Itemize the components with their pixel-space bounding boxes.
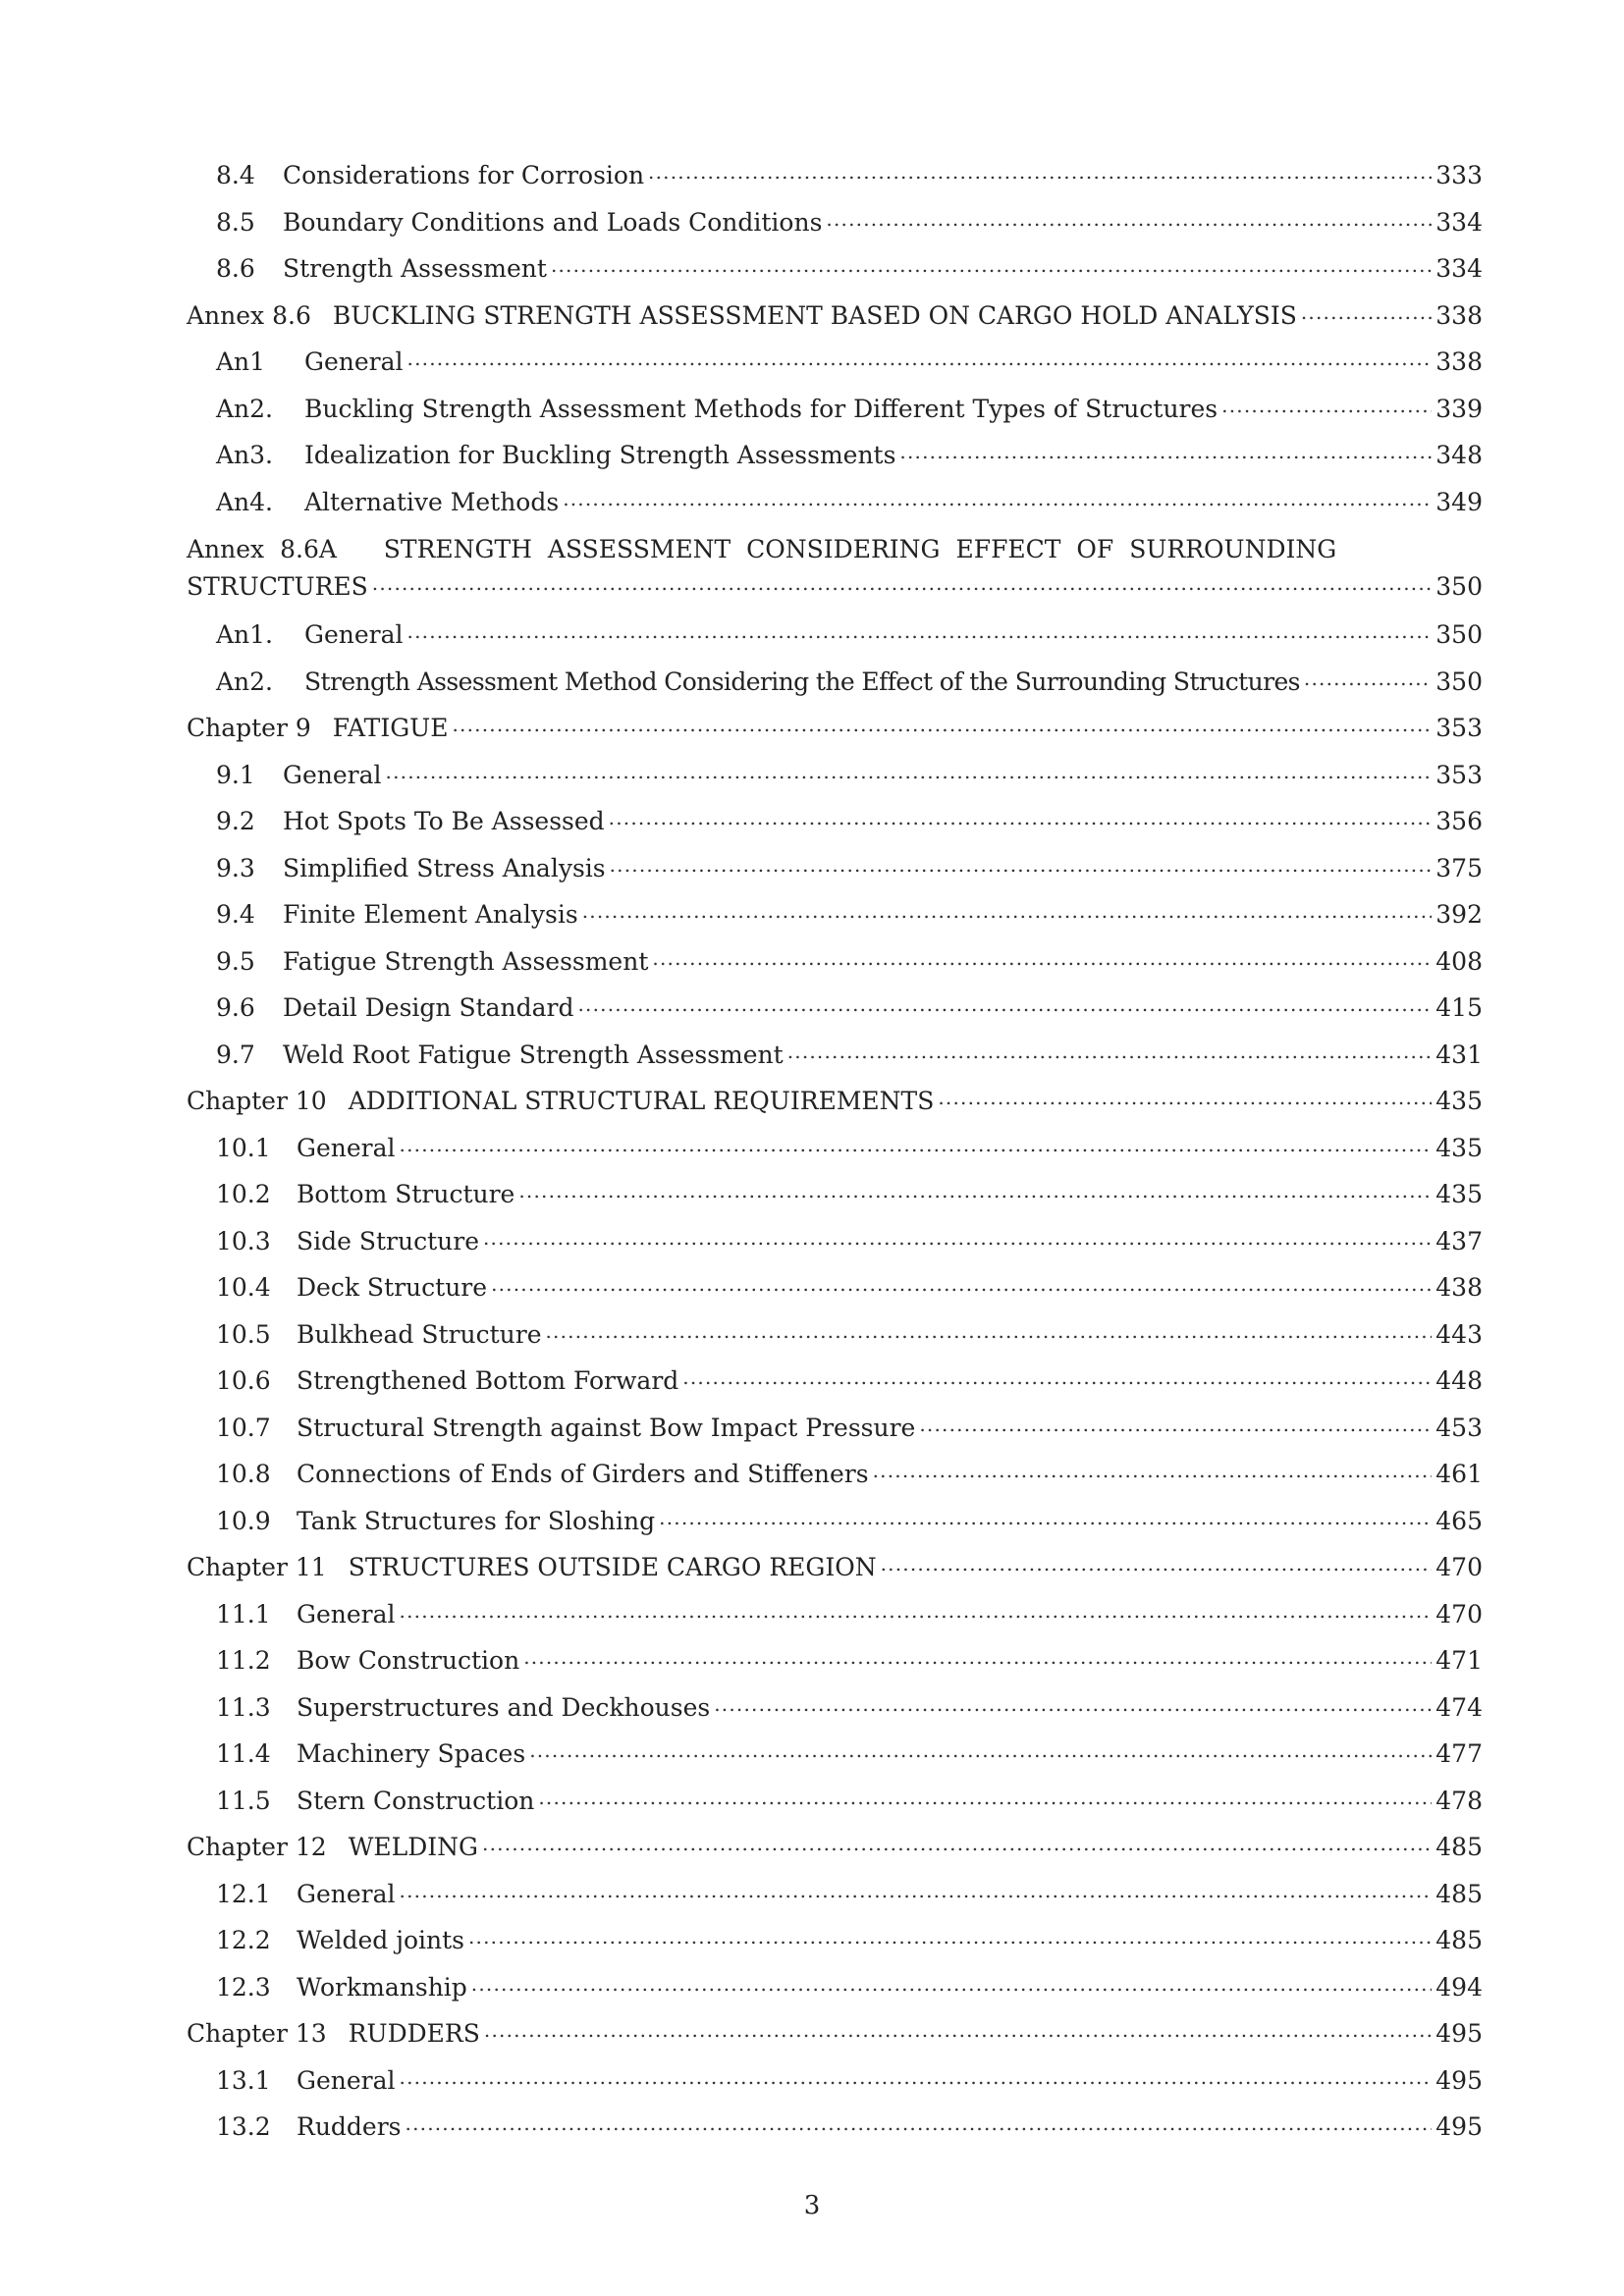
toc-page-number: 334	[1435, 254, 1483, 283]
toc-leader-dots	[523, 1639, 1432, 1669]
toc-title: BUCKLING STRENGTH ASSESSMENT BASED ON CARGO HOLD ANALYSIS	[332, 300, 1297, 330]
toc-entry[interactable]	[187, 1917, 1483, 1964]
toc-leader-dots	[648, 154, 1432, 184]
toc-title-line-1	[187, 533, 1483, 565]
toc-page-number: 334	[1435, 207, 1483, 237]
toc-page-number: 485	[1435, 1833, 1483, 1861]
toc-page-number: 474	[1435, 1692, 1483, 1722]
toc-entry[interactable]	[187, 1637, 1483, 1684]
toc-page-number: 350	[1435, 572, 1483, 601]
toc-number: An4.	[216, 487, 274, 516]
toc-number: 10.5	[216, 1319, 271, 1349]
toc-leader-dots	[406, 2106, 1433, 2135]
toc-leader-dots	[899, 434, 1432, 463]
toc-page-number: 431	[1435, 1040, 1483, 1069]
toc-title: STRUCTURES OUTSIDE CARGO REGION	[348, 1553, 877, 1581]
toc-page-number: 353	[1435, 760, 1483, 789]
toc-entry[interactable]	[187, 938, 1483, 986]
toc-entry[interactable]	[187, 1125, 1483, 1172]
toc-leader-dots	[407, 614, 1433, 643]
toc-title: Bulkhead Structure	[297, 1319, 542, 1349]
toc-leader-dots	[1301, 294, 1432, 324]
toc-entry[interactable]	[187, 479, 1483, 526]
toc-number: Chapter 11	[187, 1553, 327, 1581]
toc-entry[interactable]	[187, 891, 1483, 938]
toc-page-number: 478	[1435, 1786, 1483, 1815]
toc-leader-dots	[609, 800, 1433, 829]
toc-page-number: 437	[1435, 1226, 1483, 1255]
toc-entry[interactable]	[187, 432, 1483, 479]
toc-page-number: 339	[1435, 394, 1483, 423]
toc-leader-dots	[551, 247, 1432, 277]
toc-number: 11.1	[216, 1599, 271, 1629]
toc-leader-dots	[538, 1780, 1432, 1809]
toc-page-number: 356	[1435, 807, 1483, 835]
toc-title: Strength Assessment	[283, 254, 547, 283]
toc-number: 10.9	[216, 1506, 271, 1535]
toc-leader-dots	[386, 754, 1433, 783]
toc-entry[interactable]	[187, 1591, 1483, 1638]
toc-page-number: 448	[1435, 1366, 1483, 1395]
toc-number: An2.	[216, 394, 274, 423]
toc-leader-dots	[682, 1360, 1432, 1389]
toc-entry[interactable]	[187, 1498, 1483, 1545]
toc-title: Rudders	[297, 2112, 402, 2141]
toc-title: Connections of Ends of Girders and Stiffeners	[297, 1460, 869, 1488]
toc-page-number: 350	[1435, 620, 1483, 649]
toc-page-number: 435	[1435, 1133, 1483, 1162]
toc-leader-dots	[787, 1034, 1433, 1063]
toc-title: Alternative Methods	[304, 487, 560, 516]
toc-page-number: 353	[1435, 714, 1483, 742]
toc-annex-entry[interactable]	[187, 293, 1483, 340]
toc-leader-dots	[372, 565, 1433, 595]
toc-title: Detail Design Standard	[283, 993, 574, 1022]
toc-page-number: 338	[1435, 347, 1483, 376]
toc-number: 12.2	[216, 1926, 271, 1954]
toc-number: 9.5	[216, 946, 255, 976]
toc-number: Chapter 10	[187, 1087, 327, 1115]
toc-entry[interactable]	[187, 1964, 1483, 2011]
toc-title: Idealization for Buckling Strength Assessments	[304, 441, 896, 469]
toc-page-number: 435	[1435, 1087, 1483, 1115]
toc-entry[interactable]	[187, 1451, 1483, 1498]
toc-leader-dots	[881, 1546, 1433, 1575]
toc-title: Stern Construction	[297, 1786, 535, 1815]
toc-title: WELDING	[348, 1833, 479, 1861]
toc-title: Strengthened Bottom Forward	[297, 1366, 679, 1395]
toc-number: 11.5	[216, 1786, 271, 1815]
toc-title: RUDDERS	[348, 2019, 480, 2048]
toc-leader-dots	[610, 847, 1433, 877]
toc-title: Simplified Stress Analysis	[283, 853, 606, 882]
toc-number: 8.6	[216, 254, 255, 283]
toc-entry[interactable]	[187, 659, 1483, 706]
toc-number: 13.1	[216, 2065, 271, 2095]
toc-page-number: 443	[1435, 1319, 1483, 1349]
toc-entry[interactable]	[187, 1731, 1483, 1778]
toc-page-number: 453	[1435, 1413, 1483, 1442]
toc-number: An1	[216, 347, 266, 376]
toc-entry[interactable]	[187, 1264, 1483, 1311]
toc-leader-dots	[529, 1733, 1432, 1762]
toc-entry[interactable]	[187, 1358, 1483, 1405]
toc-title: STRENGTH ASSESSMENT CONSIDERING EFFECT OF SURROUNDING	[383, 535, 1337, 563]
toc-title-continued: STRUCTURES	[187, 572, 368, 601]
toc-page-number: 485	[1435, 1879, 1483, 1908]
toc-number: 9.6	[216, 993, 255, 1022]
toc-entry[interactable]	[187, 1405, 1483, 1452]
toc-title: Superstructures and Deckhouses	[297, 1692, 711, 1722]
toc-number: An3.	[216, 441, 274, 469]
toc-entry[interactable]	[187, 1311, 1483, 1359]
toc-number: 11.2	[216, 1646, 271, 1675]
toc-page-number: 495	[1435, 2019, 1483, 2048]
toc-title: General	[304, 347, 404, 376]
toc-page-number: 408	[1435, 946, 1483, 976]
toc-number: Annex 8.6	[187, 300, 311, 330]
toc-entry[interactable]	[187, 845, 1483, 892]
toc-title: General	[297, 1599, 396, 1629]
toc-entry[interactable]	[187, 386, 1483, 433]
toc-title: Structural Strength against Bow Impact Pressure	[297, 1413, 916, 1442]
toc-leader-dots	[1221, 388, 1432, 417]
toc-number: 9.7	[216, 1040, 255, 1069]
toc-number: 10.4	[216, 1273, 271, 1302]
toc-chapter-entry[interactable]	[187, 1824, 1483, 1871]
toc-entry[interactable]	[187, 1032, 1483, 1079]
toc-title: Hot Spots To Be Assessed	[283, 807, 605, 835]
toc-leader-dots	[1304, 661, 1432, 690]
table-of-contents	[187, 152, 1483, 2151]
toc-leader-dots	[400, 1593, 1433, 1623]
toc-entry[interactable]	[187, 199, 1483, 246]
toc-leader-dots	[938, 1080, 1432, 1109]
toc-title: Strength Assessment Method Considering the Effect of the Surrounding Structures	[304, 667, 1300, 696]
toc-leader-dots	[546, 1313, 1433, 1343]
toc-number: 12.3	[216, 1972, 271, 2002]
toc-title: Boundary Conditions and Loads Conditions	[283, 207, 823, 237]
toc-title: Fatigue Strength Assessment	[283, 946, 649, 976]
toc-entry[interactable]	[187, 245, 1483, 293]
toc-page-number: 477	[1435, 1739, 1483, 1768]
toc-title: Buckling Strength Assessment Methods for Different Types of Structures	[304, 394, 1218, 423]
toc-number: 10.7	[216, 1413, 271, 1442]
toc-leader-dots	[518, 1173, 1432, 1202]
toc-title: FATIGUE	[332, 714, 449, 742]
toc-entry[interactable]	[187, 1684, 1483, 1732]
toc-entry[interactable]	[187, 339, 1483, 386]
toc-page-number: 338	[1435, 300, 1483, 330]
toc-entry[interactable]	[187, 798, 1483, 845]
toc-entry[interactable]	[187, 1778, 1483, 1825]
toc-title: Deck Structure	[297, 1273, 488, 1302]
toc-title: Weld Root Fatigue Strength Assessment	[283, 1040, 784, 1069]
toc-entry[interactable]	[187, 752, 1483, 799]
toc-number: 9.3	[216, 853, 255, 882]
toc-leader-dots	[407, 341, 1433, 370]
toc-page-number: 375	[1435, 853, 1483, 882]
toc-page-number: 438	[1435, 1273, 1483, 1302]
toc-page-number: 495	[1435, 2065, 1483, 2095]
toc-page-number: 471	[1435, 1646, 1483, 1675]
toc-number: 9.4	[216, 900, 255, 929]
toc-number: 11.4	[216, 1739, 271, 1768]
toc-number: 9.2	[216, 807, 255, 835]
toc-number: Chapter 13	[187, 2019, 327, 2048]
toc-page-number: 461	[1435, 1460, 1483, 1488]
toc-leader-dots	[400, 1127, 1433, 1156]
toc-chapter-entry[interactable]	[187, 705, 1483, 752]
toc-entry[interactable]	[187, 985, 1483, 1032]
toc-title: General	[297, 1879, 396, 1908]
toc-title: Machinery Spaces	[297, 1739, 526, 1768]
toc-number: 10.6	[216, 1366, 271, 1395]
toc-page-number: 435	[1435, 1180, 1483, 1208]
toc-page-number: 333	[1435, 161, 1483, 189]
toc-title: General	[297, 1133, 396, 1162]
toc-title: General	[297, 2065, 396, 2095]
toc-entry[interactable]	[187, 2104, 1483, 2151]
toc-leader-dots	[652, 940, 1432, 970]
toc-page-number: 495	[1435, 2112, 1483, 2141]
toc-number: 8.4	[216, 161, 255, 189]
toc-number: Chapter 9	[187, 714, 311, 742]
toc-number: 10.8	[216, 1460, 271, 1488]
toc-title: Tank Structures for Sloshing	[297, 1506, 656, 1535]
toc-leader-dots	[468, 1919, 1432, 1949]
toc-number: 10.3	[216, 1226, 271, 1255]
toc-leader-dots	[826, 201, 1432, 231]
toc-leader-dots	[483, 1220, 1432, 1250]
toc-title: Welded joints	[297, 1926, 464, 1954]
toc-title: Bottom Structure	[297, 1180, 515, 1208]
toc-leader-dots	[471, 1966, 1432, 1996]
toc-number: 10.1	[216, 1133, 271, 1162]
toc-title: Finite Element Analysis	[283, 900, 578, 929]
toc-leader-dots	[400, 1873, 1433, 1902]
toc-page-number: 470	[1435, 1553, 1483, 1581]
toc-entry[interactable]	[187, 1171, 1483, 1218]
toc-entry[interactable]	[187, 2057, 1483, 2105]
toc-leader-dots	[714, 1686, 1432, 1716]
toc-title: Side Structure	[297, 1226, 479, 1255]
toc-leader-dots	[482, 1826, 1432, 1855]
toc-page-number: 465	[1435, 1506, 1483, 1535]
toc-entry[interactable]	[187, 1218, 1483, 1265]
toc-page-number: 348	[1435, 441, 1483, 469]
toc-leader-dots	[491, 1266, 1432, 1296]
toc-number: 9.1	[216, 760, 255, 789]
toc-title: General	[283, 760, 382, 789]
toc-annex-entry[interactable]	[187, 525, 1483, 612]
toc-title: Considerations for Corrosion	[283, 161, 645, 189]
toc-number: Annex 8.6A	[187, 535, 337, 563]
toc-page-number: 349	[1435, 487, 1483, 516]
toc-chapter-entry[interactable]	[187, 2010, 1483, 2057]
toc-title: Workmanship	[297, 1972, 467, 2002]
toc-title: General	[304, 620, 404, 649]
toc-leader-dots	[484, 2012, 1432, 2042]
toc-page-number: 415	[1435, 993, 1483, 1022]
toc-title: ADDITIONAL STRUCTURAL REQUIREMENTS	[348, 1087, 935, 1115]
toc-number: 11.3	[216, 1692, 271, 1722]
toc-number: An1.	[216, 620, 274, 649]
toc-entry[interactable]	[187, 152, 1483, 199]
toc-page-number: 494	[1435, 1972, 1483, 2002]
toc-title: Bow Construction	[297, 1646, 520, 1675]
toc-chapter-entry[interactable]	[187, 1544, 1483, 1591]
toc-chapter-entry[interactable]	[187, 1078, 1483, 1125]
toc-entry[interactable]	[187, 612, 1483, 659]
toc-leader-dots	[582, 893, 1433, 923]
toc-number: 10.2	[216, 1180, 271, 1208]
toc-leader-dots	[563, 481, 1432, 510]
toc-entry[interactable]	[187, 1871, 1483, 1918]
toc-number: 8.5	[216, 207, 255, 237]
toc-page-number: 470	[1435, 1599, 1483, 1629]
toc-page-number: 392	[1435, 900, 1483, 929]
toc-page-number: 350	[1435, 667, 1483, 696]
toc-number: 12.1	[216, 1879, 271, 1908]
toc-leader-dots	[577, 987, 1432, 1016]
toc-leader-dots	[919, 1407, 1432, 1436]
toc-leader-dots	[873, 1453, 1433, 1482]
toc-leader-dots	[453, 707, 1433, 736]
toc-leader-dots	[659, 1500, 1432, 1529]
toc-number: An2.	[216, 667, 274, 696]
toc-number: Chapter 12	[187, 1833, 327, 1861]
toc-number: 13.2	[216, 2112, 271, 2141]
page-number-footer: 3	[803, 2191, 821, 2220]
toc-leader-dots	[400, 2059, 1433, 2089]
toc-page-number: 485	[1435, 1926, 1483, 1954]
